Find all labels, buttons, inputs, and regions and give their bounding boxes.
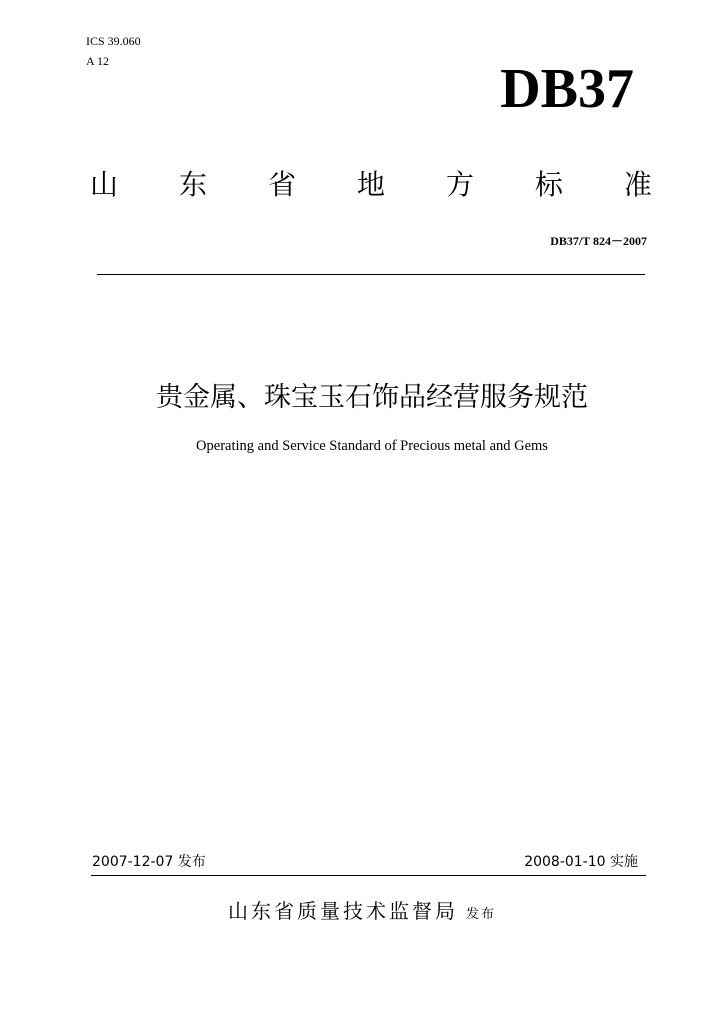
- issuer-line: [0, 896, 724, 930]
- issuer-suffix: 发布: [465, 907, 496, 922]
- header-divider: [97, 274, 645, 275]
- standard-type-char: 东: [178, 168, 207, 201]
- footer-divider: [91, 875, 646, 876]
- issue-date: 2007-12-07 发布: [92, 854, 206, 870]
- standard-type-char: 方: [445, 168, 474, 201]
- standard-code: DB37: [500, 58, 634, 120]
- standard-type-char: 地: [356, 168, 385, 201]
- ics-code: ICS 39.060: [86, 34, 141, 48]
- implementation-date: 2008-01-10 实施: [524, 854, 638, 870]
- issuing-authority: 山东省质量技术监督局: [227, 899, 458, 923]
- standard-type-char: 省: [267, 168, 296, 201]
- standard-type-heading: [90, 166, 652, 204]
- document-title-en: Operating and Service Standard of Precious metal and Gems: [196, 438, 548, 454]
- standard-number: DB37/T 824－2007: [550, 234, 647, 248]
- document-title-zh: 贵金属、珠宝玉石饰品经营服务规范: [156, 382, 588, 413]
- standard-type-char: 山: [90, 168, 119, 201]
- classification-code: A 12: [86, 54, 110, 68]
- standard-type-char: 标: [534, 168, 563, 201]
- standard-type-char: 准: [623, 168, 652, 201]
